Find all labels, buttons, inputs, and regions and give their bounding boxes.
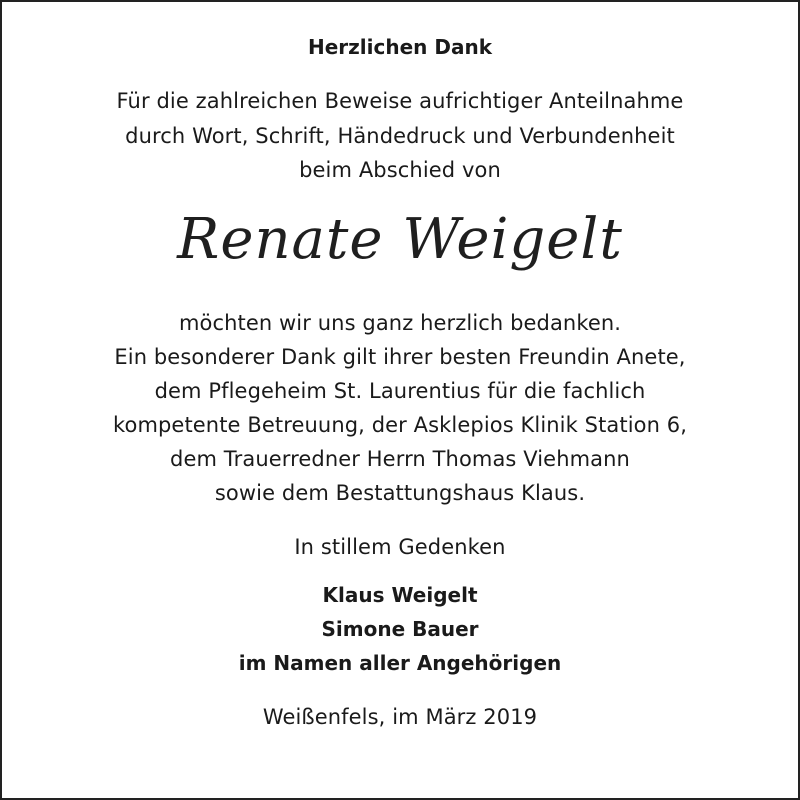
intro-line: beim Abschied von [299, 158, 501, 182]
closing-text: In stillem Gedenken [294, 535, 506, 559]
body-line: dem Trauerredner Herrn Thomas Viehmann [170, 447, 630, 471]
intro-line: Für die zahlreichen Beweise aufrichtiger Anteilnahme [116, 89, 684, 113]
body-line: Ein besonderer Dank gilt ihrer besten Freundin Anete, [114, 345, 686, 369]
body-line: möchten wir uns ganz herzlich bedanken. [178, 311, 622, 335]
place-date: Weißenfels, im März 2019 [262, 705, 538, 729]
signatory: im Namen aller Angehörigen [238, 651, 562, 675]
deceased-name: Renate Weigelt [177, 207, 623, 272]
intro-line: durch Wort, Schrift, Händedruck und Verbundenheit [125, 124, 675, 148]
body-line: sowie dem Bestattungshaus Klaus. [214, 481, 586, 505]
notice-title: Herzlichen Dank [307, 35, 492, 59]
body-line: kompetente Betreuung, der Asklepios Klinik Station 6, [112, 413, 688, 437]
signatory: Simone Bauer [321, 617, 479, 641]
body-line: dem Pflegeheim St. Laurentius für die fachlich [154, 379, 646, 403]
signatory: Klaus Weigelt [322, 583, 478, 607]
